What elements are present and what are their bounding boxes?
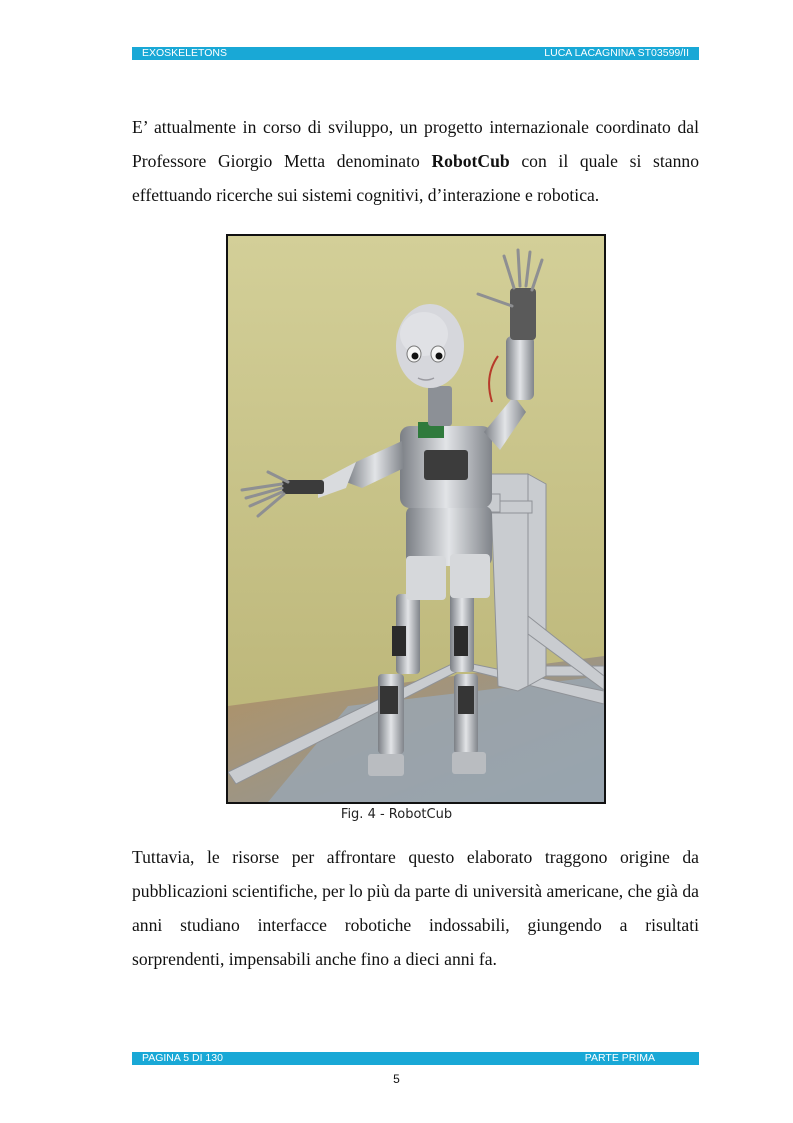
paragraph-intro [132, 110, 699, 212]
header-left-text: EXOSKELETONS [142, 47, 228, 59]
paragraph-intro-after: con il quale si stanno effettuando ricerche sui sistemi cognitivi, d’interazione e robotica. [132, 151, 699, 205]
paragraph-intro-before: E’ attualmente in corso di sviluppo, un progetto internazionale coordinato dal Professore Giorgio Metta denominato [132, 117, 699, 171]
robot-photo [226, 234, 606, 804]
robot-head [396, 304, 464, 388]
footer-band [132, 1052, 699, 1065]
robot-illustration [228, 236, 604, 802]
paragraph-sources: Tuttavia, le risorse per affrontare questo elaborato traggono origine da pubblicazioni scientifiche, per lo più da parte di università americane, che già da anni studiano interfacce robotiche indossabili, giungendo a risultati sorprendenti, impensabili anche fino a dieci anni fa. [132, 847, 699, 969]
footer-left-text: PAGINA 5 DI 130 [142, 1052, 223, 1064]
header-right-text: LUCA LACAGNINA ST03599/II [544, 47, 689, 59]
header-band [132, 47, 699, 60]
page-number: 5 [393, 1072, 400, 1086]
project-name: RobotCub [431, 151, 510, 171]
figure-caption: Fig. 4 - RobotCub [340, 807, 453, 822]
footer-right-text: PARTE PRIMA [584, 1052, 655, 1064]
